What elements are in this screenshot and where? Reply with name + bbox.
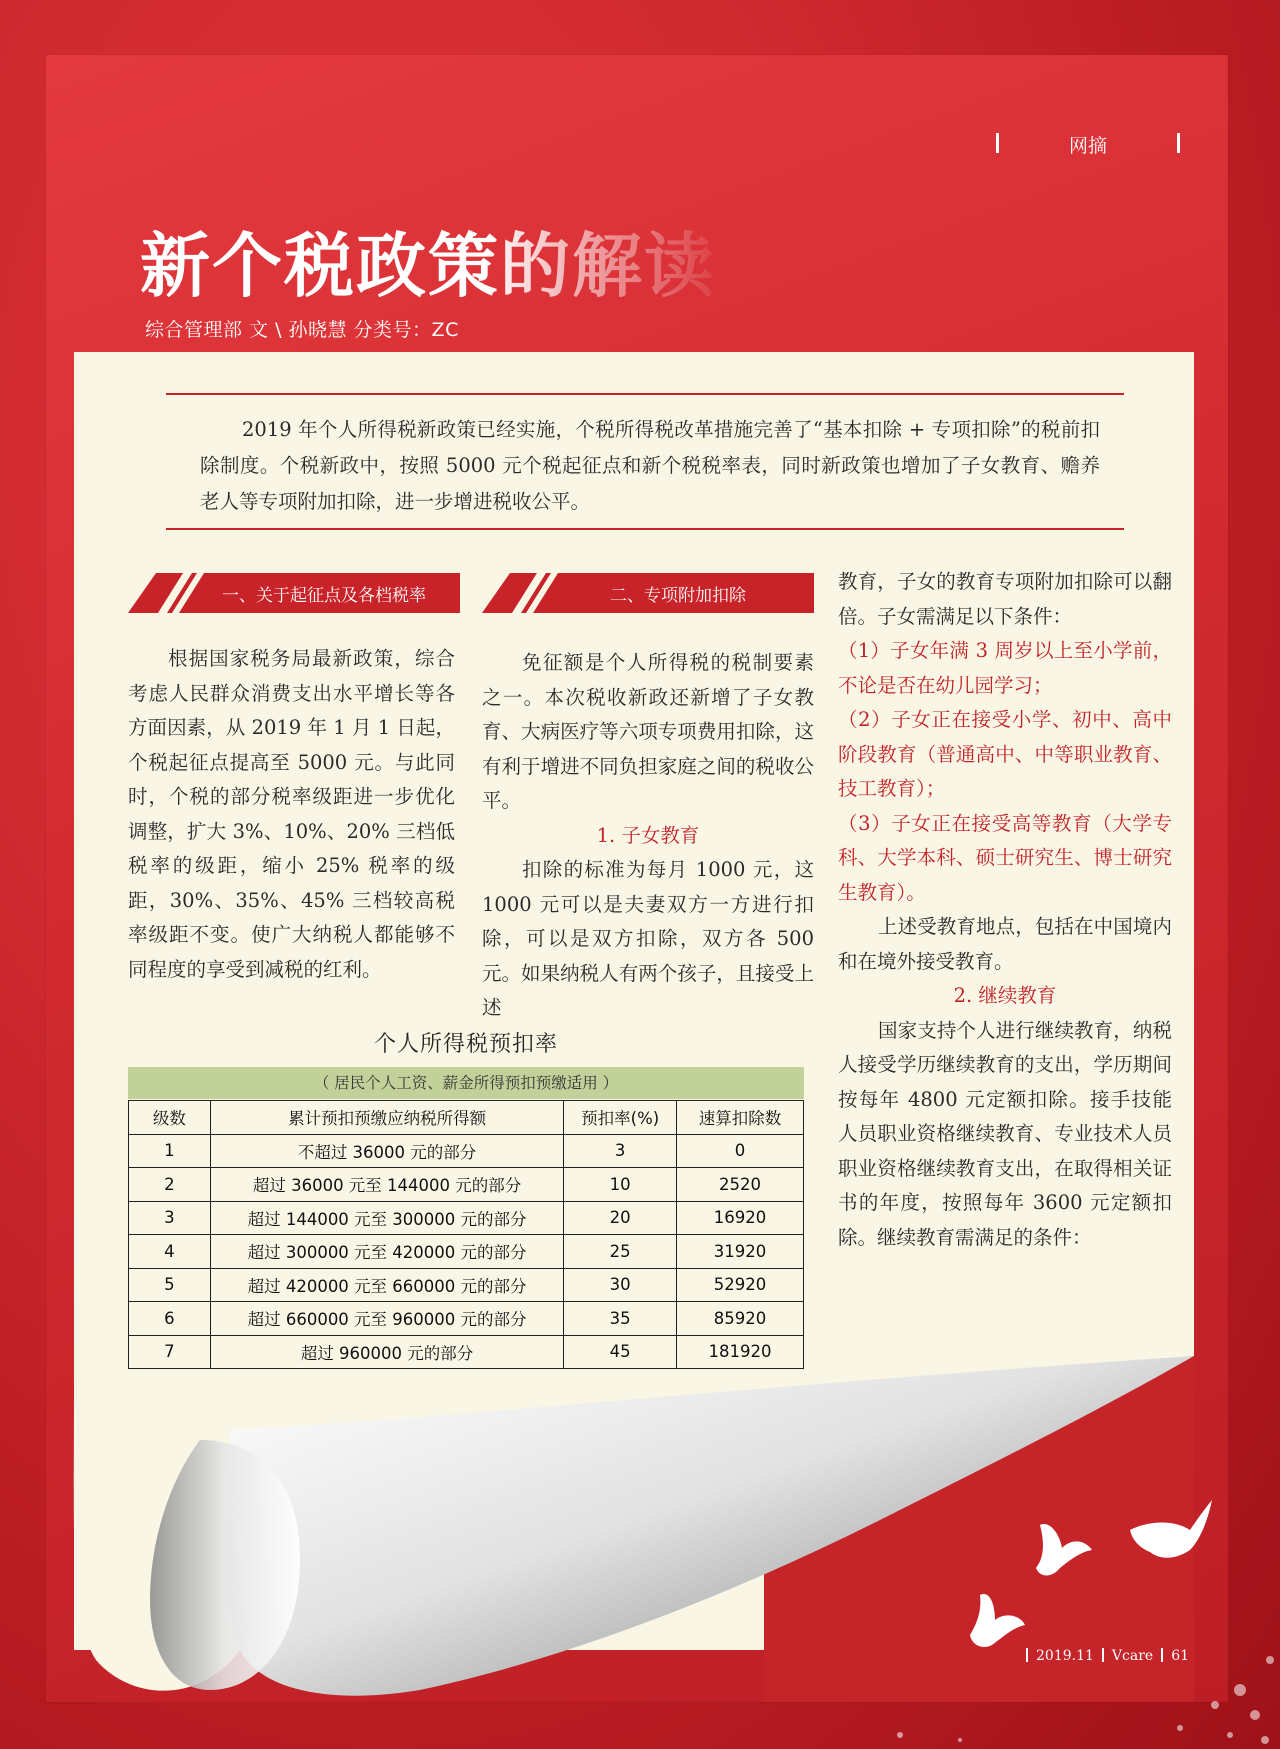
issue-date: 2019.11 bbox=[1036, 1648, 1094, 1664]
subheading-continuing-education: 2. 继续教育 bbox=[953, 984, 1057, 1007]
table-cell: 35 bbox=[564, 1302, 677, 1336]
column-header: 级数 bbox=[129, 1101, 211, 1135]
article-byline: 综合管理部 文 \ 孙晓慧 分类号：ZC bbox=[145, 319, 459, 341]
section-2-heading bbox=[542, 573, 814, 613]
table-subtitle: （ 居民个人工资、薪金所得预扣预缴适用 ） bbox=[128, 1067, 804, 1099]
table-cell: 7 bbox=[129, 1335, 211, 1369]
table-cell: 20 bbox=[564, 1201, 677, 1235]
tax-rate-table bbox=[128, 1100, 804, 1369]
table-cell: 25 bbox=[564, 1235, 677, 1269]
column-3 bbox=[838, 565, 1172, 1255]
col2-paragraph-1: 免征额是个人所得税的税制要素之一。本次税收新政还新增了子女教育、大病医疗等六项专项费用扣除，这有利于增进不同负担家庭之间的税收公平。 bbox=[482, 651, 814, 812]
table-cell: 4 bbox=[129, 1235, 211, 1269]
table-cell: 超过 144000 元至 300000 元的部分 bbox=[210, 1201, 563, 1235]
condition-3: （3）子女正在接受高等教育（大学专科、大学本科、硕士研究生、博士研究生教育）。 bbox=[838, 811, 1172, 904]
table-cell: 52920 bbox=[677, 1268, 804, 1302]
condition-2: （2）子女正在接受小学、初中、高中阶段教育（普通高中、中等职业教育、技工教育）； bbox=[838, 708, 1172, 800]
column-header: 速算扣除数 bbox=[677, 1101, 804, 1135]
table-cell: 1 bbox=[129, 1134, 211, 1168]
col3-paragraph-2: 上述受教育地点，包括在中国境内和在境外接受教育。 bbox=[838, 915, 1172, 973]
column-2 bbox=[482, 646, 814, 1026]
col3-paragraph-1: 教育，子女的教育专项附加扣除可以翻倍。子女需满足以下条件： bbox=[838, 570, 1172, 628]
table-cell: 超过 300000 元至 420000 元的部分 bbox=[210, 1235, 563, 1269]
column-header: 累计预扣预缴应纳税所得额 bbox=[210, 1101, 563, 1135]
table-cell: 31920 bbox=[677, 1235, 804, 1269]
table-header-row bbox=[129, 1101, 804, 1135]
table-row bbox=[129, 1268, 804, 1302]
column-header: 预扣率(%) bbox=[564, 1101, 677, 1135]
page-number: 61 bbox=[1171, 1648, 1190, 1664]
section-1-heading bbox=[188, 573, 460, 613]
page-footer bbox=[1018, 1648, 1189, 1664]
table-cell: 6 bbox=[129, 1302, 211, 1336]
article-title: 新个税政策的解读 bbox=[140, 210, 716, 311]
intro-bottom-rule bbox=[166, 528, 1124, 530]
table-cell: 30 bbox=[564, 1268, 677, 1302]
table-row bbox=[129, 1168, 804, 1202]
table-title: 个人所得税预扣率 bbox=[373, 1032, 558, 1057]
table-row bbox=[129, 1335, 804, 1369]
table-cell: 0 bbox=[677, 1134, 804, 1168]
table-cell: 超过 960000 元的部分 bbox=[210, 1335, 563, 1369]
divider bbox=[1161, 1648, 1163, 1662]
table-row bbox=[129, 1302, 804, 1336]
table-cell: 3 bbox=[564, 1134, 677, 1168]
column-1 bbox=[128, 642, 455, 987]
divider bbox=[1026, 1648, 1028, 1662]
magazine-name: Vcare bbox=[1111, 1648, 1154, 1664]
table-cell: 超过 36000 元至 144000 元的部分 bbox=[210, 1168, 563, 1202]
table-cell: 10 bbox=[564, 1168, 677, 1202]
table-row bbox=[129, 1201, 804, 1235]
section-2-title: 二、专项附加扣除 bbox=[610, 586, 746, 606]
table-cell: 超过 660000 元至 960000 元的部分 bbox=[210, 1302, 563, 1336]
table-cell: 45 bbox=[564, 1335, 677, 1369]
table-cell: 85920 bbox=[677, 1302, 804, 1336]
table-cell: 超过 420000 元至 660000 元的部分 bbox=[210, 1268, 563, 1302]
table-cell: 2 bbox=[129, 1168, 211, 1202]
table-cell: 16920 bbox=[677, 1201, 804, 1235]
section-1-title: 一、关于起征点及各档税率 bbox=[222, 586, 426, 606]
table-cell: 181920 bbox=[677, 1335, 804, 1369]
col3-paragraph-3: 国家支持个人进行继续教育，纳税人接受学历继续教育的支出，学历期间按每年 4800 元定额扣除。接手技能人员职业资格继续教育、专业技术人员职业资格继续教育支出，在取得相关证书的年度，按照每年 3600 元定额扣除。继续教育需满足的条件： bbox=[838, 1018, 1172, 1249]
table-cell: 2520 bbox=[677, 1168, 804, 1202]
section-label: 网摘 bbox=[1068, 135, 1107, 157]
col1-paragraph: 根据国家税务局最新政策，综合考虑人民群众消费支出水平增长等各方面因素，从 2019 年 1 月 1 日起，个税起征点提高至 5000 元。与此同时，个税的部分税率级距进一步优化调整，扩大 3%、10%、20% 三档低税率的级距，缩小 25% 税率的级距，30%、35%、45% 三档较高税率级距不变。使广大纳税人都能够不同程度的享受到减税的红利。 bbox=[128, 647, 455, 981]
divider bbox=[1102, 1648, 1104, 1662]
col2-paragraph-2: 扣除的标准为每月 1000 元，这 1000 元可以是夫妻双方一方进行扣除，可以是双方扣除，双方各 500 元。如果纳税人有两个孩子，且接受上述 bbox=[482, 858, 814, 1019]
condition-1: （1）子女年满 3 周岁以上至小学前，不论是否在幼儿园学习； bbox=[838, 639, 1172, 697]
subheading-child-education: 1. 子女教育 bbox=[596, 823, 700, 847]
intro-top-rule bbox=[166, 393, 1124, 395]
table-cell: 不超过 36000 元的部分 bbox=[210, 1134, 563, 1168]
table-row bbox=[129, 1235, 804, 1269]
table-cell: 5 bbox=[129, 1268, 211, 1302]
table-cell: 3 bbox=[129, 1201, 211, 1235]
article-intro: 2019 年个人所得税新政策已经实施，个税所得税改革措施完善了“基本扣除 + 专项扣除”的税前扣除制度。个税新政中，按照 5000 元个税起征点和新个税税率表，同时新政策也增加了子女教育、赡养老人等专项附加扣除，进一步增进税收公平。 bbox=[200, 418, 1100, 513]
table-row bbox=[129, 1134, 804, 1168]
